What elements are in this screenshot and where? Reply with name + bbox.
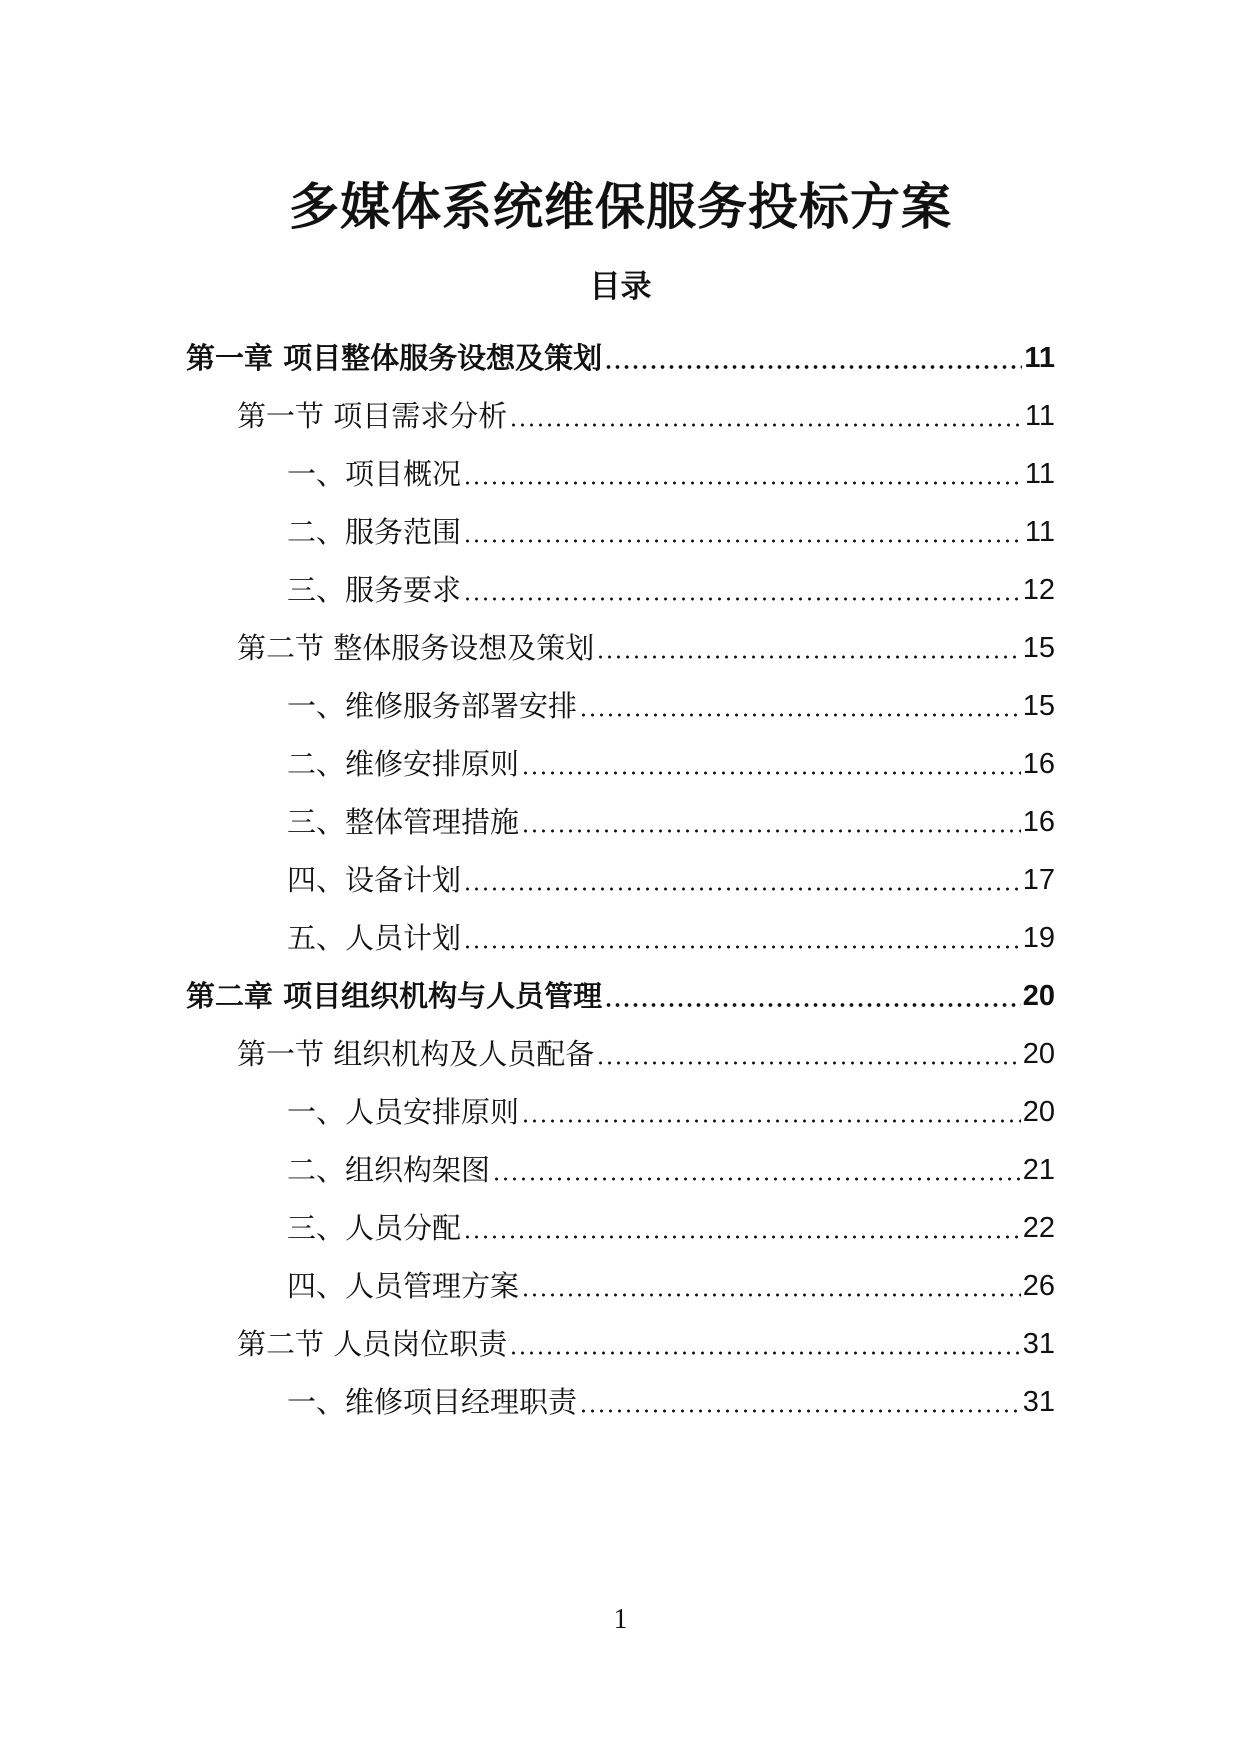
toc-entry-label: 第二节 人员岗位职责 (237, 1327, 508, 1361)
toc-entry-subsection[interactable] (287, 736, 1055, 784)
toc-entry-label: 三、人员分配 (287, 1211, 462, 1245)
toc-entry-label: 一、人员安排原则 (287, 1095, 520, 1129)
toc-entry-label: 一、维修服务部署安排 (287, 689, 578, 723)
toc-entry-label: 一、项目概况 (287, 457, 462, 491)
dot-leader (596, 1061, 1021, 1065)
toc-entry-label: 三、服务要求 (287, 573, 462, 607)
toc-entry-label: 第二章 项目组织机构与人员管理 (186, 979, 603, 1013)
toc-entry-chapter[interactable] (186, 968, 1055, 1016)
toc-entry-subsection[interactable] (287, 852, 1055, 900)
toc-entry-page: 31 (1022, 1328, 1055, 1360)
toc-entry-subsection[interactable] (287, 1374, 1055, 1422)
toc-entry-page: 17 (1022, 864, 1055, 896)
dot-leader (604, 365, 1022, 369)
toc-entry-label: 第一章 项目整体服务设想及策划 (186, 341, 603, 375)
dot-leader (509, 1351, 1021, 1355)
toc-entry-page: 21 (1022, 1154, 1055, 1186)
toc-entry-page: 26 (1022, 1270, 1055, 1302)
toc-entry-section[interactable] (237, 620, 1055, 668)
toc-entry-page: 15 (1022, 632, 1055, 664)
toc-entry-label: 一、维修项目经理职责 (287, 1385, 578, 1419)
toc-entry-subsection[interactable] (287, 910, 1055, 958)
dot-leader (463, 539, 1023, 543)
toc-entry-page: 12 (1022, 574, 1055, 606)
toc-entry-subsection[interactable] (287, 504, 1055, 552)
dot-leader (521, 1293, 1021, 1297)
toc-entry-section[interactable] (237, 1316, 1055, 1364)
dot-leader (463, 597, 1021, 601)
toc-entry-label: 第一节 项目需求分析 (237, 399, 508, 433)
dot-leader (492, 1177, 1021, 1181)
toc-entry-subsection[interactable] (287, 794, 1055, 842)
toc-entry-label: 二、维修安排原则 (287, 747, 520, 781)
toc-entry-subsection[interactable] (287, 446, 1055, 494)
dot-leader (463, 1235, 1021, 1239)
toc-entry-subsection[interactable] (287, 1258, 1055, 1306)
toc-entry-section[interactable] (237, 1026, 1055, 1074)
dot-leader (521, 829, 1021, 833)
dot-leader (463, 945, 1021, 949)
toc-entry-subsection[interactable] (287, 1200, 1055, 1248)
toc-entry-page: 19 (1022, 922, 1055, 954)
dot-leader (579, 713, 1021, 717)
toc-entry-subsection[interactable] (287, 1142, 1055, 1190)
toc-entry-label: 二、组织构架图 (287, 1153, 491, 1187)
toc-heading: 目录 (589, 269, 652, 305)
toc-entry-page: 20 (1022, 980, 1055, 1012)
toc-entry-page: 20 (1022, 1096, 1055, 1128)
dot-leader (579, 1409, 1021, 1413)
toc-entry-page: 11 (1024, 458, 1055, 490)
toc-entry-subsection[interactable] (287, 678, 1055, 726)
toc-entry-label: 第二节 整体服务设想及策划 (237, 631, 595, 665)
toc-entry-page: 22 (1022, 1212, 1055, 1244)
toc-entry-label: 第一节 组织机构及人员配备 (237, 1037, 595, 1071)
document-title: 多媒体系统维保服务投标方案 (289, 178, 952, 236)
toc-entry-label: 三、整体管理措施 (287, 805, 520, 839)
toc-entry-label: 五、人员计划 (287, 921, 462, 955)
toc-entry-page: 20 (1022, 1038, 1055, 1070)
dot-leader (604, 1003, 1021, 1007)
toc-entry-label: 二、服务范围 (287, 515, 462, 549)
toc-entry-section[interactable] (237, 388, 1055, 436)
toc-entry-label: 四、人员管理方案 (287, 1269, 520, 1303)
toc-entry-page: 11 (1024, 400, 1055, 432)
toc-entry-page: 16 (1022, 748, 1055, 780)
toc-entry-subsection[interactable] (287, 1084, 1055, 1132)
toc-entry-chapter[interactable] (186, 330, 1055, 378)
dot-leader (509, 423, 1023, 427)
toc-entry-page: 11 (1024, 516, 1055, 548)
toc-entry-label: 四、设备计划 (287, 863, 462, 897)
dot-leader (521, 771, 1021, 775)
toc-entry-page: 15 (1022, 690, 1055, 722)
page-number: 1 (613, 1604, 628, 1635)
toc-entry-page: 31 (1022, 1386, 1055, 1418)
toc-entry-subsection[interactable] (287, 562, 1055, 610)
toc-entry-page: 16 (1022, 806, 1055, 838)
dot-leader (463, 887, 1021, 891)
toc-entry-page: 11 (1024, 342, 1055, 374)
dot-leader (521, 1119, 1021, 1123)
dot-leader (463, 481, 1023, 485)
dot-leader (596, 655, 1021, 659)
